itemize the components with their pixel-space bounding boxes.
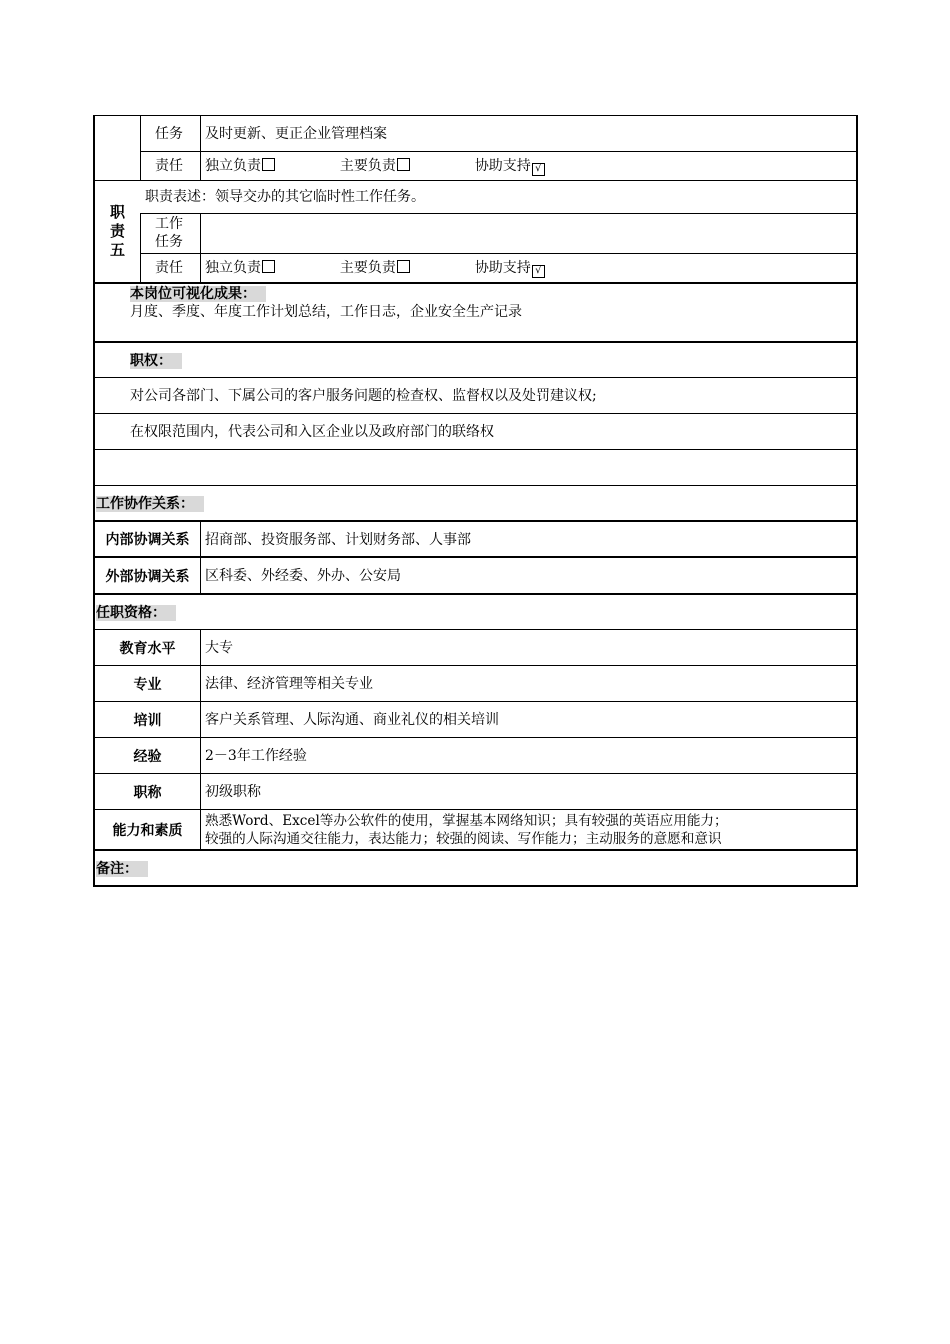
results-text: 月度、季度、年度工作计划总结，工作日志，企业安全生产记录 bbox=[130, 304, 522, 320]
internal-coordination-value: 招商部、投资服务部、计划财务部、人事部 bbox=[205, 532, 471, 548]
ability-line-2: 较强的人际沟通交往能力，表达能力；较强的阅读、写作能力；主动服务的意愿和意识 bbox=[205, 831, 722, 847]
external-coordination-label: 外部协调关系 bbox=[105, 568, 190, 585]
title-label: 职称 bbox=[133, 784, 162, 801]
major-label: 专业 bbox=[133, 676, 162, 693]
prev-task-text: 及时更新、更正企业管理档案 bbox=[205, 126, 387, 142]
internal-coordination-label: 内部协调关系 bbox=[105, 532, 190, 548]
responsibility-label-2: 责任 bbox=[155, 260, 183, 276]
responsibility-options: 独立负责 主要负责 协助支持 √ bbox=[205, 157, 545, 176]
education-value: 大专 bbox=[205, 640, 233, 656]
work-task-label: 工作 任务 bbox=[155, 216, 183, 250]
prev-task-label: 任务 bbox=[155, 126, 183, 142]
authority-heading: 职权： bbox=[130, 352, 182, 370]
education-label: 教育水平 bbox=[119, 640, 176, 657]
training-label: 培训 bbox=[133, 712, 162, 729]
main-checkbox[interactable] bbox=[397, 158, 410, 171]
duty-description: 职责表述：领导交办的其它临时性工作任务。 bbox=[145, 189, 425, 205]
cooperation-heading: 工作协作关系： bbox=[96, 495, 204, 513]
main-checkbox-2[interactable] bbox=[397, 260, 410, 273]
experience-label: 经验 bbox=[133, 748, 162, 765]
remarks-heading: 备注： bbox=[96, 860, 148, 878]
authority-item-2: 在权限范围内，代表公司和入区企业以及政府部门的联络权 bbox=[130, 424, 494, 440]
job-description-table bbox=[93, 115, 858, 887]
experience-value: 2－3年工作经验 bbox=[205, 748, 307, 764]
qualification-heading: 任职资格： bbox=[96, 604, 176, 622]
independent-checkbox-2[interactable] bbox=[262, 260, 275, 273]
major-value: 法律、经济管理等相关专业 bbox=[205, 676, 373, 692]
ability-label: 能力和素质 bbox=[112, 822, 183, 839]
responsibility-options-2: 独立负责 主要负责 协助支持 √ bbox=[205, 259, 545, 278]
assist-checkbox-checked-2[interactable]: √ bbox=[532, 265, 545, 278]
independent-checkbox[interactable] bbox=[262, 158, 275, 171]
authority-item-1: 对公司各部门、下属公司的客户服务问题的检查权、监督权以及处罚建议权; bbox=[130, 388, 597, 404]
title-value: 初级职称 bbox=[205, 784, 261, 800]
external-coordination-value: 区科委、外经委、外办、公安局 bbox=[205, 568, 401, 584]
assist-checkbox-checked[interactable]: √ bbox=[532, 163, 545, 176]
results-heading: 本岗位可视化成果： bbox=[130, 285, 266, 303]
responsibility-label: 责任 bbox=[155, 158, 183, 174]
ability-line-1: 熟悉Word、Excel等办公软件的使用，掌握基本网络知识；具有较强的英语应用能力； bbox=[205, 813, 728, 829]
training-value: 客户关系管理、人际沟通、商业礼仪的相关培训 bbox=[205, 712, 499, 728]
duty-five-label: 职 责 五 bbox=[109, 203, 125, 259]
